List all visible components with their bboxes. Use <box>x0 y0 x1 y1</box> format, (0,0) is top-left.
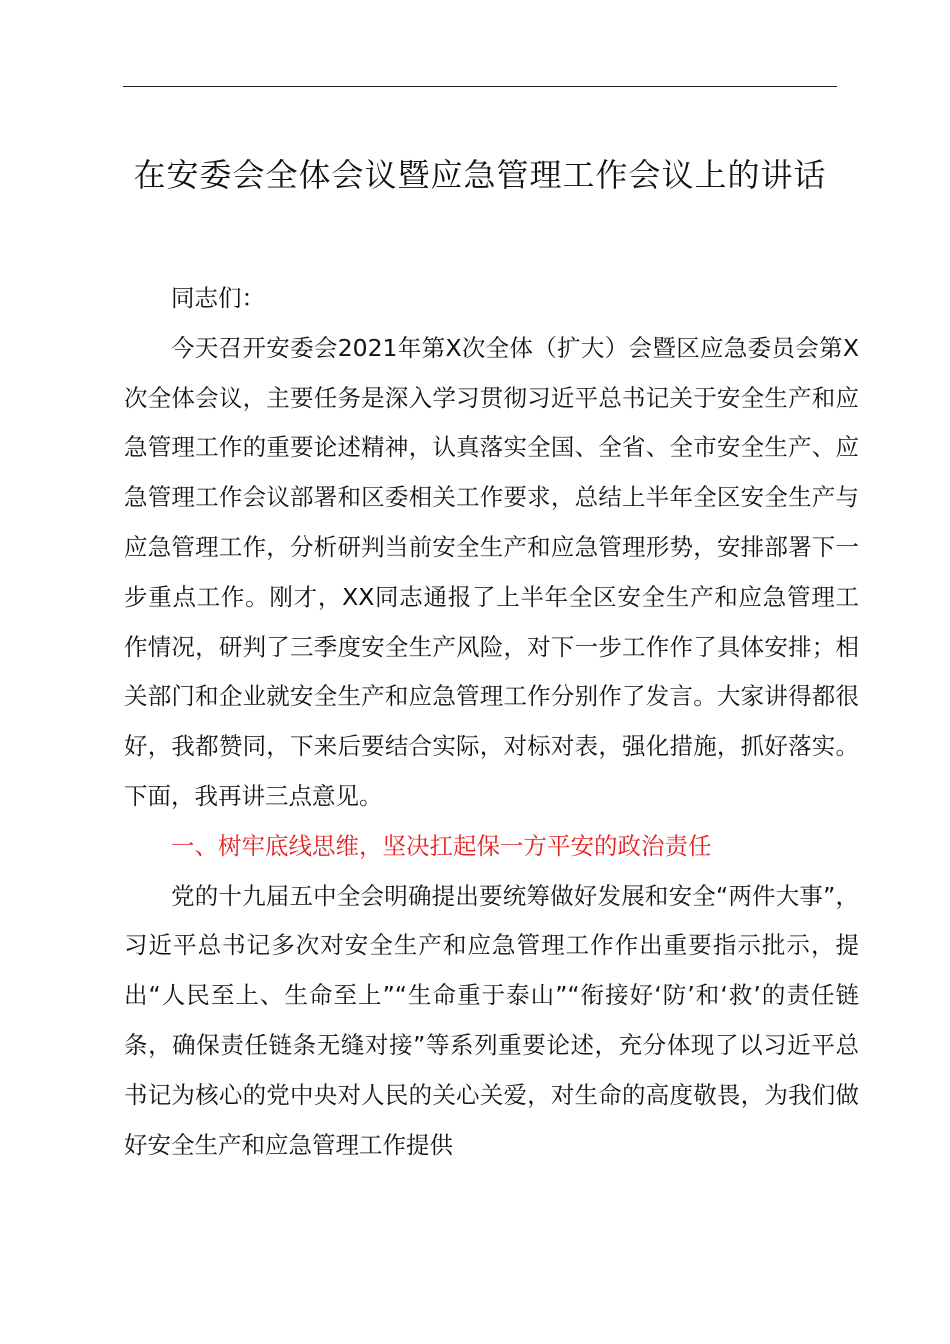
header-rule <box>123 86 837 87</box>
section-paragraph: 党的十九届五中全会明确提出要统筹做好发展和安全“两件大事”，习近平总书记多次对安全生产和应急管理工作作出重要指示批示，提出“人民至上、生命至上”“生命重于泰山”“衔接好‘防’和‘救’的责任链条，确保责任链条无缝对接”等系列重要论述，充分体现了以习近平总书记为核心的党中央对人民的关心关爱，对生命的高度敬畏，为我们做好安全生产和应急管理工作提供 <box>124 881 859 1159</box>
section-heading: 一、树牢底线思维，坚决扛起保一方平安的政治责任 <box>171 831 712 860</box>
document-body <box>124 274 859 1170</box>
document-title: 在安委会全体会议暨应急管理工作会议上的讲话 <box>133 156 827 194</box>
salutation: 同志们： <box>171 284 265 312</box>
intro-paragraph: 今天召开安委会2021年第X次全体（扩大）会暨区应急委员会第X次全体会议，主要任务是深入学习贯彻习近平总书记关于安全生产和应急管理工作的重要论述精神，认真落实全国、全省、全市安全生产、应急管理工作会议部署和区委相关工作要求，总结上半年全区安全生产与应急管理工作，分析研判当前安全生产和应急管理形势，安排部署下一步重点工作。刚才，XX同志通报了上半年全区安全生产和应急管理工作情况，研判了三季度安全生产风险，对下一步工作作了具体安排；相关部门和企业就安全生产和应急管理工作分别作了发言。大家讲得都很好，我都赞同，下来后要结合实际，对标对表，强化措施，抓好落实。下面，我再讲三点意见。 <box>124 333 859 810</box>
